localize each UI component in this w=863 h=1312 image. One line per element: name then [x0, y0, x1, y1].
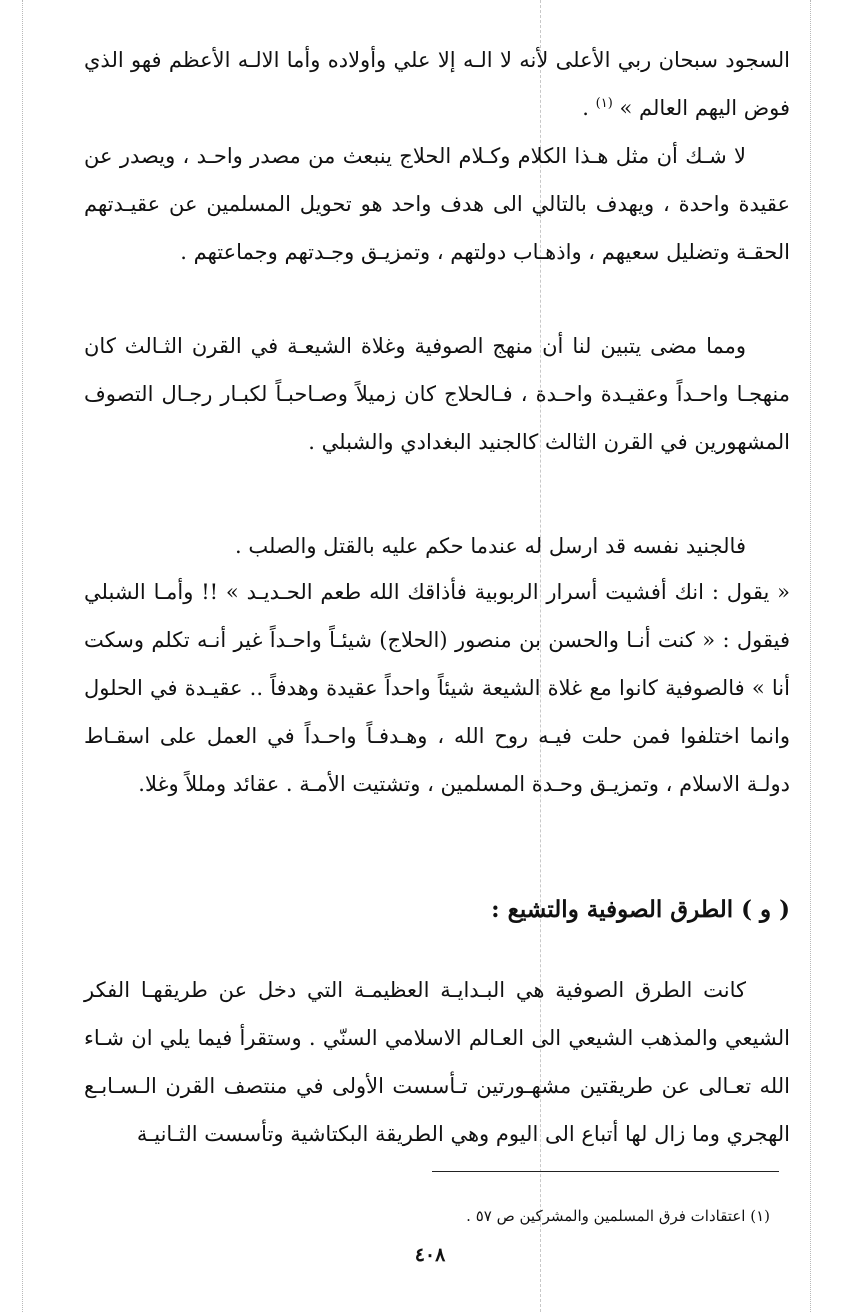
scan-guide-line — [810, 0, 811, 1312]
paragraph-text: لا شـك أن مثل هـذا الكلام وكـلام الحلاج ينبعث من مصدر واحـد ، ويصدر عن عقيدة واحدة ، ويهدف بالتالي الى هدف واحد هو تحويل المسلمين عن عقيـدتهم الحقـة وتضليل سعيهم ، واذهـاب دولتهم ، وتمزيـق وجـدتهم وجماعتهم . — [84, 144, 790, 264]
section-heading: ( و ) الطرق الصوفية والتشيع : — [491, 896, 790, 923]
paragraph-text: فالجنيد نفسه قد ارسل له عندما حكم عليه بالقتل والصلب . — [234, 534, 746, 558]
footnote: (١) اعتقادات فرق المسلمين والمشركين ص ٥٧ . — [466, 1207, 770, 1225]
paragraph-text: السجود سبحان ربي الأعلى لأنه لا الـه إلا علي وأولاده وأما الالـه الأعظم فهو الذي فوض اليهم العالم » — [84, 48, 790, 120]
paragraph-continuation — [84, 36, 790, 132]
paragraph — [84, 966, 790, 1158]
paragraph — [84, 322, 790, 466]
paragraph-end: . — [582, 96, 589, 120]
paragraph — [84, 568, 790, 808]
scan-guide-line — [22, 0, 23, 1312]
paragraph-text: كانت الطرق الصوفية هي البـدايـة العظيمـة التي دخل عن طريقهـا الفكر الشيعي والمذهب الشيعي الى العـالم الاسلامي السنّي . وستقرأ فيما يلي ان شـاء الله تعـالى عن طريقتين مشهـورتين تـأسست الأولى في منتصف القرن الـسـابـع الهجري وما زال لها أتباع الى اليوم وهي الطريقة البكتاشية وتأسست الثـانيـة — [84, 978, 790, 1146]
footnote-reference: (١) — [595, 96, 613, 111]
paragraph-text: « يقول : انك أفشيت أسرار الربوبية فأذاقك الله طعم الحـديـد » !! وأمـا الشبلي فيقول : « كنت أنـا والحسن بن منصور (الحلاج) شيئـاً واحـداً غير أنـه تكلم وسكت أنا » فالصوفية كانوا مع غلاة الشيعة شيئاً واحداً عقيدة وهدفاً .. عقيـدة في الحلول وانما اختلفوا فمن حلت فيـه روح الله ، وهـدفـاً واحـداً في العمل على اسقـاط دولـة الاسلام ، وتمزيـق وحـدة المسلمين ، وتشتيت الأمـة . عقائد ومللاً وغلا. — [84, 580, 790, 796]
paragraph — [84, 522, 790, 570]
paragraph-text: ومما مضى يتبين لنا أن منهج الصوفية وغلاة الشيعـة في القرن الثـالث كان منهجـا واحـداً وعقيـدة واحـدة ، فـالحلاج كان زميلاً وصـاحبـاً لكبـار رجـال التصوف المشهورين في القرن الثالث كالجنيد البغدادي والشبلي . — [84, 334, 790, 454]
footnote-divider — [432, 1171, 779, 1172]
page-number: ٤٠٨ — [414, 1244, 446, 1266]
paragraph — [84, 132, 790, 276]
